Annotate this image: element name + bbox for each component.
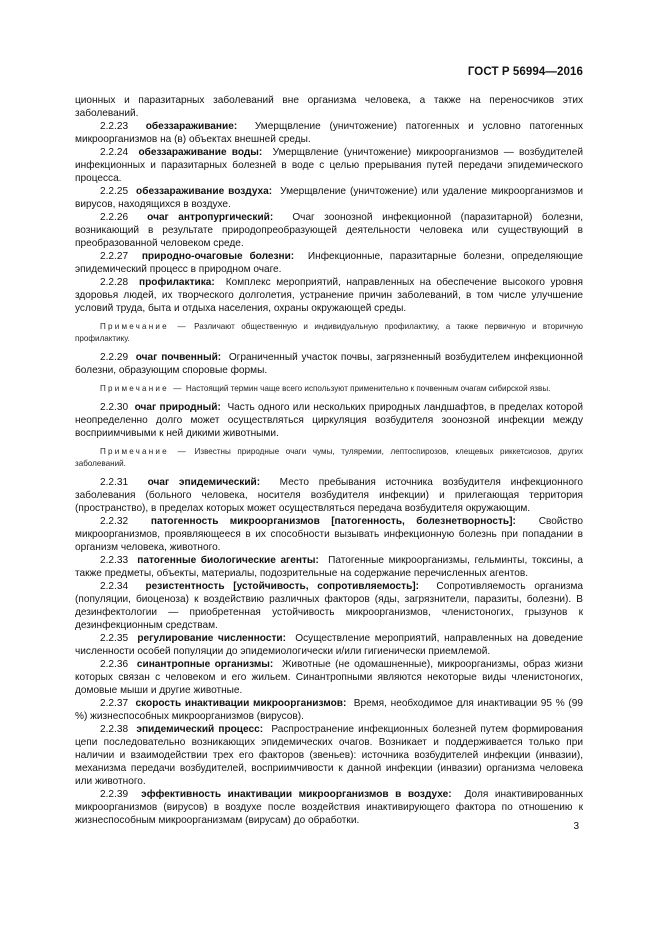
entry-term: очаг антропургический: [147,212,274,223]
entry-definition: Инфекционные, паразитарные болезни, определяющие эпидемический процесс в природном очаге. [75,251,583,275]
note-label: Примечание — [100,322,188,331]
entry-number: 2.2.34 [100,581,129,592]
entry-number: 2.2.33 [100,555,129,566]
entry-2-2-27 [75,250,583,276]
entry-term: обеззараживание воздуха: [136,186,273,197]
entry-term: скорость инактивации микроорганизмов: [135,698,347,709]
intro-paragraph: ционных и паразитарных заболеваний вне организма человека, а также на переносчиков этих заболеваний. [75,95,583,119]
entry-definition: Умерщвление (уничтожение) патогенных и условно патогенных микроорганизмов на (в) объектах внешней среды. [75,121,584,145]
note-text: Различают общественную и индивидуальную профилактику, а также первичную и вторичную профилактику. [75,322,583,343]
entry-term: профилактика: [139,277,215,288]
note-label: Примечание — [100,447,188,456]
entry-term: патогенность микроорганизмов [патогенность, болезнетворность]: [150,516,516,527]
entry-2-2-38 [75,723,583,788]
entry-2-2-28 [75,276,583,315]
document-body [75,94,583,827]
entry-number: 2.2.23 [100,121,129,132]
entry-2-2-24 [75,146,583,185]
entry-2-2-39 [75,788,583,827]
entry-2-2-31 [75,476,583,515]
entry-number: 2.2.32 [100,516,129,527]
entry-term: очаг эпидемический: [147,477,261,488]
note-ochag-prirodnyi [75,446,583,470]
entry-2-2-26 [75,211,583,250]
note-label: Примечание — [100,384,184,393]
entry-number: 2.2.35 [100,633,129,644]
entry-2-2-23 [75,120,583,146]
entry-definition: Время, необходимое для инактивации 95 % (99 %) жизнеспособных микроорганизмов (вирусов). [75,698,584,722]
entry-term: обеззараживание воды: [138,147,263,158]
entry-definition: Осуществление мероприятий, направленных на доведение численности особей популяции до эпидемиологически и/или гигиенически приемлемой. [75,633,583,657]
entry-definition: Свойство микроорганизмов, проявляющееся в их способности вызывать инфекционную болезнь при попадании в организм человека, животного. [75,516,584,553]
entry-definition: Очаг зоонозной инфекционной (паразитарной) болезни, возникающий в результате природопреобразующей деятельности человека или существующий в преобразованной человеком среде. [75,212,584,249]
entry-term: регулирование численности: [137,633,286,644]
entry-number: 2.2.26 [100,212,129,223]
entry-definition: Часть одного или нескольких природных ландшафтов, в пределах которой неопределенно долго может осуществляться циркуляция возбудителя зоонозной инфекции между восприимчивыми к ней дикими животными. [75,402,584,439]
entry-number: 2.2.30 [100,402,129,413]
entry-2-2-37 [75,697,583,723]
entry-definition: Комплекс мероприятий, направленных на обеспечение высокого уровня здоровья людей, их творческого долголетия, устранение причин заболеваний, в том числе улучшение условий труда, быта и отдыха населения, охраны окружающей среды. [75,277,583,314]
entry-term: эпидемический процесс: [136,724,264,735]
entry-definition: Распространение инфекционных болезней путем формирования цепи последовательно возникающих эпидемических очагов. Возникает и поддерживается только при наличии и взаимодействии трех его факторов (звеньев): источника возбудителей инфекции (инвазии), механизма передачи возбудителей, восприимчивости к данной инфекции (инвазии) организма человека или животного. [75,724,584,787]
entry-term: очаг природный: [134,402,221,413]
note-profilaktika [75,321,583,345]
entry-term: резистентность [устойчивость, сопротивляемость]: [145,581,420,592]
entry-number: 2.2.28 [100,277,129,288]
entry-number: 2.2.36 [100,659,129,670]
entry-definition: Сопротивляемость организма (популяции, биоценоза) к воздействию различных факторов (яды, загрязнители, паразиты, болезни). В дезинфектологии — приобретенная устойчивость микроорганизмов, членистоногих, грызунов к дезинфекционным средствам. [75,581,584,631]
entry-number: 2.2.37 [100,698,129,709]
entry-definition: Умерщвление (уничтожение) микроорганизмов — возбудителей инфекционных и паразитарных болезней в воде с целью прерывания путей передачи эпидемического процесса. [75,147,584,184]
document-code: ГОСТ Р 56994—2016 [467,66,583,78]
entry-2-2-36 [75,658,583,697]
entry-term: эффективность инактивации микроорганизмов в воздухе: [141,789,452,800]
entry-2-2-33 [75,554,583,580]
entry-2-2-32 [75,515,583,554]
entry-number: 2.2.25 [100,186,129,197]
entry-number: 2.2.38 [100,724,129,735]
entry-definition: Патогенные микроорганизмы, гельминты, токсины, а также предметы, объекты, материалы, подозрительные на содержание перечисленных агентов. [75,555,584,579]
entry-number: 2.2.31 [100,477,129,488]
entry-definition: Животные (не одомашненные), микроорганизмы, образ жизни которых связан с человеком и его жильем. Синантропными являются некоторые виды членистоногих, домовые мыши и другие животные. [75,659,583,696]
entry-2-2-35 [75,632,583,658]
entry-term: очаг почвенный: [135,352,222,363]
entry-term: синантропные организмы: [136,659,274,670]
entry-2-2-34 [75,580,583,632]
entry-number: 2.2.24 [100,147,129,158]
entry-term: природно-очаговые болезни: [141,251,295,262]
entry-definition: Доля инактивированных микроорганизмов (вирусов) в воздухе после воздействия инактивирующего фактора по отношению к жизнеспособным микроорганизмам (вирусам) до обработки. [75,789,583,826]
entry-term: обеззараживание: [145,121,238,132]
entry-definition: Место пребывания источника возбудителя инфекционного заболевания (больного человека, носителя возбудителя инфекции) и прилегающая территория (пространство), в пределах которых может осуществляться передача возбудителя окружающим. [75,477,584,514]
entry-2-2-30 [75,401,583,440]
entry-2-2-29 [75,351,583,377]
entry-term: патогенные биологические агенты: [137,555,319,566]
entry-definition: Ограниченный участок почвы, загрязненный возбудителем инфекционной болезни, образующим споровые формы. [75,352,583,376]
note-text: Настоящий термин чаще всего используют применительно к почвенным очагам сибирской язвы. [185,384,551,393]
note-text: Известны природные очаги чумы, туляремии, лептоспирозов, клещевых риккетсиозов, других заболеваний. [75,447,584,468]
note-ochag-pochvennyi [75,383,583,395]
entry-definition: Умерщвление (уничтожение) или удаление микроорганизмов и вирусов, находящихся в воздухе. [75,186,584,210]
entry-2-2-25 [75,185,583,211]
entry-number: 2.2.27 [100,251,129,262]
entry-number: 2.2.39 [100,789,129,800]
page-number: 3 [573,821,579,832]
entry-number: 2.2.29 [100,352,129,363]
